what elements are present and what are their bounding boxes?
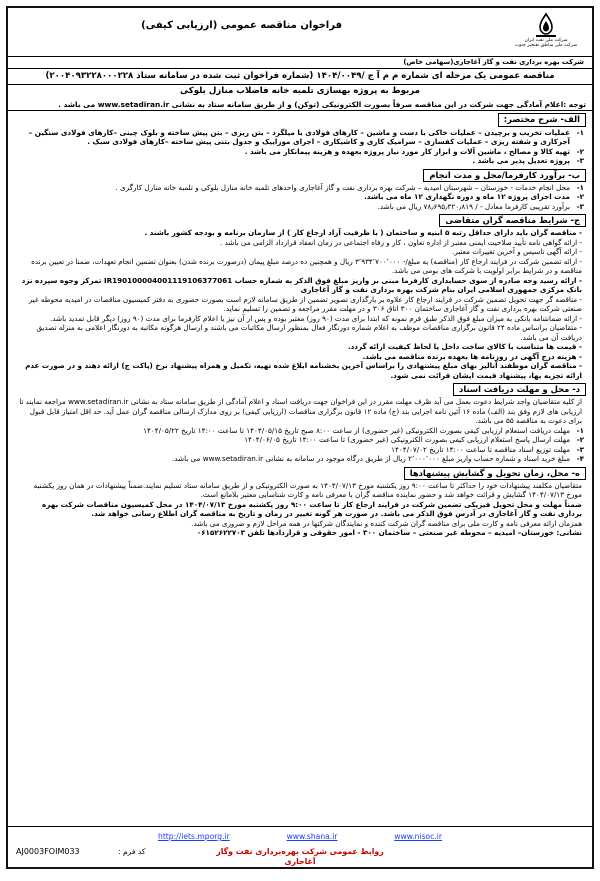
logo-text-line: شرکت ملی نفت ایران [524, 38, 568, 43]
section-documents [8, 381, 592, 465]
list-item [14, 426, 586, 436]
footer-link[interactable]: www.shana.ir [286, 832, 338, 841]
paragraph: - ارائه ضمانتنامه بانکی به میزان مبلغ فوق الذکر طبق فرم نمونه که ابتدا برای مدت (۹۰ روز) معتبر بوده و پس از آن نیز با اعلام کارفرما برای مدت (۹۰ روز) دیگر قابل تمدید باشد. [49, 313, 582, 323]
flame-emblem-icon [531, 12, 561, 38]
footer-links [158, 832, 442, 842]
paragraph: - ارائه آگهی تاسیس و آخرین تغییرات معتبر. [452, 247, 582, 257]
section-estimate [8, 167, 592, 213]
notice-text: توجه :اعلام آمادگی جهت شرکت در این مناقصه صرفاً بصورت الکترونیکی (توکن) و از طریق سامانه ستاد به نشانی www.setadiran.ir می باشد . [8, 99, 592, 112]
item-text: مدت اجرای پروژه ۱۲ ماه و دوره نگهداری ۱۲ ماه می باشد. [364, 192, 570, 202]
list-item [14, 454, 586, 464]
item-text: پروژه تعدیل پذیر می باشد . [472, 156, 570, 166]
paragraph: - مناقصه گر جهت تحویل تضمین شرکت در فرایند ارجاع کار علاوه بر بارگذاری تصویر تضمین از طریق سامانه لازم است بصورت حضوری به دفتر کمیسیون مناقصات در امیدیه محوطه غیر صنعتی شرکت بهره برداری نفت و گاز آغاجاری ساختمان ۳۰۰ اتاق ۳۰۶ و در مهلت مقرر مراجعه و تضمین را تسلیم نماید. [28, 294, 582, 314]
paragraph: - ارائه رسید وجه صادره از سوی حسابداری کارفرما مبنی بر واریز مبلغ فوق الذکر به شماره حساب IR190100004001119106377061 تمرکز وجوه سپرده نزد بانک مرکزی جمهوری اسلامی ایران بنام شرکت بهره برداری نفت و گاز آغاجاری [21, 275, 582, 295]
announcement-page [6, 6, 594, 869]
item-number: ۳- [576, 444, 584, 454]
paragraph: - ارائه گواهی نامه تأیید صلاحیت ایمنی معتبر از اداره تعاون ، کار و رفاه اجتماعی در زمان انعقاد قرارداد الزامی می باشد . [220, 237, 582, 247]
section-submission [8, 465, 592, 539]
project-subtitle: مربوط به پروژه بهسازی تلمبه خانه فاضلاب منازل بلوکی [180, 86, 420, 97]
item-text: تهیه کالا و مصالح ، ماشین آلات و ابزار کار مورد نیاز پروژه بعهده و هزینه پیمانکار می باشد . [244, 146, 570, 156]
logo-text-line: شرکت ملی مناطق نفتخیز جنوب [514, 43, 578, 49]
item-number: ۳- [576, 156, 584, 166]
paragraph: همزمان ارائه معرفی نامه و کارت ملی برای مناقصه گران شرکت کننده و نمایندگان شرکتها در همه مراحل لازم و ضروری می باشد. [191, 518, 582, 528]
item-text: عملیات تخریب و برچیدن – عملیات خاکی با دست و ماشین – کارهای فولادی با میلگرد – بتن ریزی – بتن پیش ساخته و بلوک چینی –کارهای فولادی سنگین – آجرکاری و شفته ریزی – عملیات کفسازی – سرامیک کاری و کاشیکاری – اجرای موزاییک و جدول بتنی پیش ساخته –کارهای فولادی سبک . [28, 127, 570, 147]
section-conditions [8, 212, 592, 381]
item-text: مهلت توزیع اسناد مناقصه تا ساعت ۱۴:۰۰ تاریخ ۱۴۰۴/۰۷/۰۲ [391, 444, 570, 454]
paragraph: - ارائه تضمین شرکت در فرایند ارجاع کار (مناقصه) به مبلغ/- ۳٬۹۳۴٬۷۰۰٬۰۰۰ ریال و همچنین ده درصد مبلغ پیمان (درصورت برنده شدن) بعنوان تضمین انجام تعهدات، ضمنا در تعیین برنده مناقصه و در شرایط برابر اولویت با شرکت های بومی می باشد. [31, 256, 582, 276]
paragraph: از کلیه متقاضیان واجد شرایط دعوت بعمل می آید ظرف مهلت مقرر در این فراخوان جهت دریافت اسناد و اعلام آمادگی از طریق سامانه ستاد به نشانی www.setadiran.ir مراجعه نمایند تا ارزیابی های لازم وفق بند (الف) ماده ۱۶ آئین نامه اجرایی بند (ج) ماده ۱۲ قانون برگزاری مناقصات (ارزیابی کیفی) بر روی مدارک ارسالی مناقصه گران عمل آید. حد اقل امتیاز قابل قبول برای دعوت به مناقصه ۵۵ می باشد. [19, 397, 582, 426]
list-item [14, 435, 586, 445]
list-item [14, 445, 586, 455]
list-item [14, 202, 586, 212]
list-item [14, 183, 586, 193]
company-logo [514, 12, 578, 49]
item-number: ۳- [576, 201, 584, 211]
section-heading: الف- شرح مختصر: [498, 113, 586, 126]
form-code-label: کد فرم : [118, 847, 146, 856]
section-heading: ب- برآورد کارفرما/محل و مدت انجام [423, 169, 586, 182]
item-number: ۲- [576, 146, 584, 156]
footer-link[interactable]: http://iets.mporg.ir [158, 832, 230, 841]
paragraph: - مناقصه گران باید دارای حداقل رتبه ۵ ابنیه و ساختمان ( با ظرفیت آزاد ارجاع کار ) از سازمان برنامه و بودجه کشور باشند . [144, 228, 582, 238]
paragraph: - مناقصه گران موظفند آنالیز بهای مبلغ پیشنهادی را براساس آخرین بخشنامه ابلاغ شده تهیه، تکمیل و همراه پیشنهاد نرخ (پاکت ج) ارائه دهند و در صورت عدم ارائه تجزیه بها، پیشنهاد قیمت ایشان قرائت نمی شود. [25, 361, 582, 380]
section-heading: د- محل و مهلت دریافت اسناد [453, 383, 586, 396]
section-heading: ج- شرایط مناقصه گران متقاضی [439, 214, 586, 227]
footer [8, 826, 592, 867]
list-item [14, 147, 586, 157]
list-item [14, 128, 586, 147]
item-text: مهلت ارسال پاسخ استعلام ارزیابی کیفی بصورت الکترونیکی (غیر حضوری) تا ساعت ۱۴:۰۰ تاریخ ۱۴۰۴/۰۶/۰۵ [244, 435, 570, 445]
page-title: فراخوان مناقصه عمومی (ارزیابی کیفی) [141, 20, 342, 31]
paragraph: نشانی: خوزستان– امیدیه – محوطه غیر صنعتی – ساختمان ۳۰۰ - امور حقوقی و قراردادها تلفن ۰۶۱۵۲۶۲۲۷۰۳ [196, 528, 582, 538]
company-name: شرکت بهره برداری نفت و گاز آغاجاری(سهامی خاص) [8, 57, 592, 69]
item-number: ۱- [576, 182, 584, 192]
item-number: ۱- [576, 425, 584, 435]
item-text: محل انجام خدمات - خوزستان – شهرستان امیدیه – شرکت بهره برداری نفت و گاز آغاجاری واحدهای تلمبه خانه منازل بلوکی و تلمبه خانه منازل کارگری . [115, 182, 570, 192]
tender-title: مناقصه عمومی یک مرحله ای شماره م م آ ج /۱۴۰۴/۰۰۴۹ (شماره فراخوان ثبت شده در سامانه ستاد ۲۰۰۴۰۹۳۲۲۸۰۰۰۲۲۸) [8, 69, 592, 85]
paragraph: - متقاضیان براساس ماده ۲۴ قانون برگزاری مناقصات موظف به اعلام شماره دورنگار فعال بمنظور ارسال مکاتبات می باشند و ارسال هرگونه مکاتبه به دورنگار اعلامی به منزله تصدیق دریافت آن می باشد. [36, 323, 582, 342]
item-text: برآورد تقریبی کارفرما معادل - / ۷۸٫۶۹۵٫۳۲۰٫۸۱۹ ریال می باشد. [377, 201, 570, 211]
section-heading: ه- محل، زمان تحویل و گشایش پیشنهادها [404, 467, 586, 480]
list-item [14, 192, 586, 202]
item-text: مبلغ خرید اسناد و شماره حساب واریز مبلغ ۲٬۰۰۰٬۰۰۰ ریال از طریق درگاه موجود در سامانه به نشانی www.setadiran.ir می باشد. [172, 454, 570, 464]
public-relations-signature: روابط عمومی شرکت بهره‌برداری نفت وگاز آغاجاری [216, 847, 384, 867]
item-number: ۱- [576, 127, 584, 137]
list-item [14, 156, 586, 166]
footer-link[interactable]: www.nisoc.ir [394, 832, 442, 841]
item-number: ۲- [576, 192, 584, 202]
paragraph: ضمناً مهلت و محل تحویل فیزیکی تضمین شرکت در فرایند ارجاع کار تا ساعت ۹:۰۰ روز یکشنبه مورخ ۱۴۰۴/۰۷/۱۳ در محل کمیسیون مناقصات شرکت بهره برداری نفت و گاز آغاجاری در آدرس فوق الذکر می باشد. در صورت هر گونه تغییر در زمان و تاریخ به مناقصه گران اطلاع رسانی خواهد شد. [42, 499, 582, 519]
form-code: AJ0003FOIM033 [16, 847, 80, 856]
header [8, 8, 592, 57]
item-number: ۲- [576, 435, 584, 445]
item-text: مهلت دریافت استعلام ارزیابی کیفی بصورت الکترونیکی (غیر حضوری) از ساعت ۸:۰۰ صبح تاریخ ۱۴۰۴/۰۵/۱۵ تا ساعت ۱۴:۰۰ تاریخ ۱۴۰۴/۰۵/۲۲ [143, 425, 570, 435]
paragraph: متقاضیان مکلفند پیشنهادات خود را حداکثر تا ساعت ۹:۰۰ روز یکشنبه مورخ ۱۴۰۴/۰۷/۱۳ به صورت الکترونیکی و از طریق سامانه ستاد تسلیم نمایند.ضمناً پیشنهادات در همان روز یکشنبه مورخ ۱۴۰۴/۰۷/۱۳ گشایش و قرائت خواهد شد و حضور نماینده مناقصه گران با معرفی نامه و کارت شناسایی معتبر بلامانع است. [33, 480, 582, 500]
paragraph: - قیمت ها متناسب با کالای ساخت داخل یا لحاظ کیفیت ارائه گردد. [347, 342, 582, 352]
section-description [8, 111, 592, 166]
paragraph: - هزینه درج آگهی در روزنامه ها بعهده برنده مناقصه می باشد. [362, 351, 582, 361]
item-number: ۴- [576, 454, 584, 464]
